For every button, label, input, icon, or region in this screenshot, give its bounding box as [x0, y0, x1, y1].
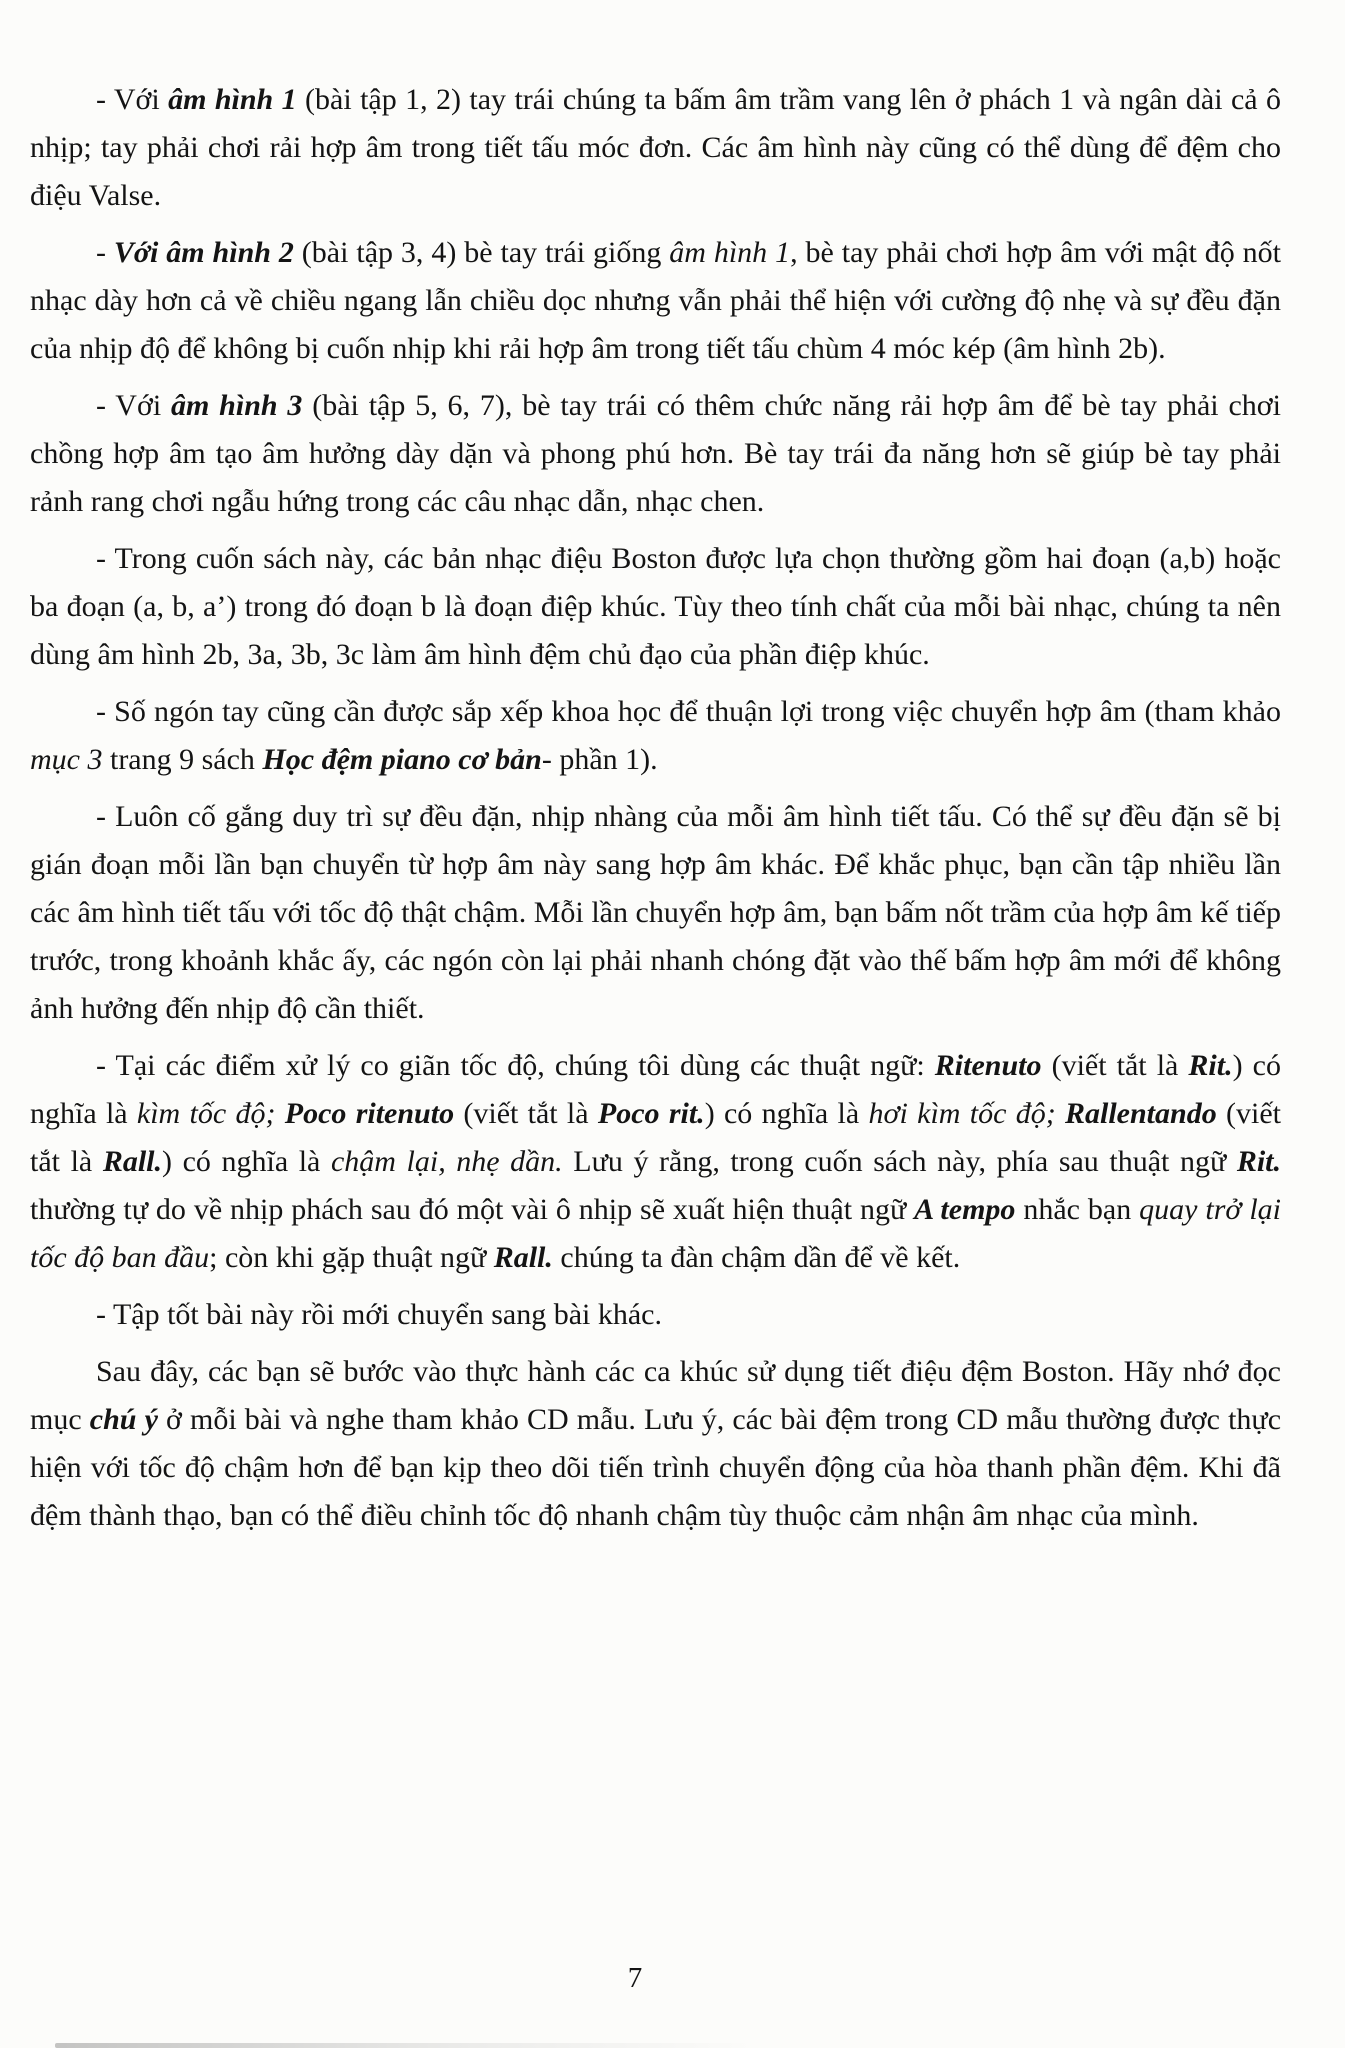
- text-run: (bài tập 3, 4) bè tay trái giống: [293, 236, 670, 269]
- paragraph: [30, 1348, 1281, 1540]
- text-run: hơi kìm tốc độ;: [868, 1097, 1065, 1130]
- text-run: Sau đây, các bạn sẽ bước vào thực hành các ca khúc sử dụng tiết điệu đệm Boston. Hãy nhớ đọc mục: [30, 1355, 1281, 1436]
- text-run: âm hình 1: [168, 83, 297, 116]
- text-run: ) có nghĩa là: [162, 1145, 331, 1178]
- text-run: Rit.: [1188, 1049, 1233, 1082]
- page-number: 7: [627, 1962, 643, 1994]
- text-run: A tempo: [914, 1193, 1016, 1226]
- body-text: [30, 76, 1281, 1540]
- text-run: Poco ritenuto: [284, 1097, 455, 1130]
- text-run: kìm tốc độ;: [136, 1097, 285, 1130]
- text-run: (bài tập 1, 2) tay trái chúng ta bấm âm trầm vang lên ở phách 1 và ngân dài cả ô nhịp; tay phải chơi rải hợp âm trong tiết tấu móc đơn. Các âm hình này cũng có thể dùng để đệm cho điệu Valse.: [30, 83, 1281, 212]
- text-run: Với âm hình 2: [113, 236, 294, 269]
- text-run: (viết tắt là: [454, 1097, 598, 1130]
- paragraph: [30, 793, 1281, 1033]
- text-run: thường tự do về nhịp phách sau đó một vài ô nhịp sẽ xuất hiện thuật ngữ: [30, 1193, 915, 1226]
- text-run: Rit.: [1236, 1145, 1282, 1178]
- text-run: ở mỗi bài và nghe tham khảo CD mẫu. Lưu ý, các bài đệm trong CD mẫu thường được thực hiện với tốc độ chậm hơn để bạn kịp theo dõi tiến trình chuyển động của hòa thanh phần đệm. Khi đã đệm thành thạo, bạn có thể điều chỉnh tốc độ nhanh chậm tùy thuộc cảm nhận âm nhạc của mình.: [30, 1403, 1282, 1532]
- paragraph: [30, 535, 1281, 679]
- text-run: quay trở lại tốc độ ban đầu: [30, 1193, 1281, 1274]
- paragraph: [30, 1042, 1281, 1282]
- text-run: - Luôn cố gắng duy trì sự đều đặn, nhịp nhàng của mỗi âm hình tiết tấu. Có thể sự đều đặn sẽ bị gián đoạn mỗi lần bạn chuyển từ hợp âm này sang hợp âm khác. Để khắc phục, bạn cần tập nhiều lần các âm hình tiết tấu với tốc độ thật chậm. Mỗi lần chuyển hợp âm, bạn bấm nốt trầm của hợp âm kế tiếp trước, trong khoảnh khắc ấy, các ngón còn lại phải nhanh chóng đặt vào thế bấm hợp âm mới để không ảnh hưởng đến nhịp độ cần thiết.: [30, 800, 1281, 1025]
- text-run: Rall.: [102, 1145, 162, 1178]
- text-run: - Số ngón tay cũng cần được sắp xếp khoa học để thuận lợi trong việc chuyển hợp âm (tham khảo: [96, 695, 1281, 728]
- paragraph: [30, 76, 1281, 220]
- text-run: ) có nghĩa là: [704, 1097, 869, 1130]
- text-run: (bài tập 5, 6, 7), bè tay trái có thêm chức năng rải hợp âm để bè tay phải chơi chồng hợp âm tạo âm hưởng dày dặn và phong phú hơn. Bè tay trái đa năng hơn sẽ giúp bè tay phải rảnh rang chơi ngẫu hứng trong các câu nhạc dẫn, nhạc chen.: [30, 389, 1281, 518]
- text-run: chú ý: [89, 1403, 158, 1436]
- text-run: (viết tắt là: [1041, 1049, 1189, 1082]
- text-run: - Với: [96, 83, 169, 116]
- text-run: Ritenuto: [934, 1049, 1042, 1082]
- paragraph: [30, 1291, 1281, 1339]
- text-run: âm hình 3: [171, 389, 303, 422]
- text-run: - phần 1).: [541, 743, 658, 776]
- paragraph: [30, 688, 1281, 784]
- text-run: ) có nghĩa là: [30, 1049, 1281, 1130]
- text-run: chậm lại, nhẹ dần.: [330, 1145, 563, 1178]
- text-run: ; còn khi gặp thuật ngữ: [209, 1241, 494, 1274]
- text-run: - Trong cuốn sách này, các bản nhạc điệu Boston được lựa chọn thường gồm hai đoạn (a,b) hoặc ba đoạn (a, b, a’) trong đó đoạn b là đoạn điệp khúc. Tùy theo tính chất của mỗi bài nhạc, chúng ta nên dùng âm hình 2b, 3a, 3b, 3c làm âm hình đệm chủ đạo của phần điệp khúc.: [30, 542, 1281, 671]
- scan-edge-artifact: [55, 2043, 755, 2048]
- text-run: mục 3: [30, 743, 103, 776]
- text-run: Rall.: [493, 1241, 553, 1274]
- text-run: (viết tắt là: [30, 1097, 1281, 1178]
- text-run: nhắc bạn: [1015, 1193, 1140, 1226]
- text-run: - Với: [96, 389, 171, 422]
- text-run: âm hình 1: [669, 236, 791, 269]
- text-run: chúng ta đàn chậm dần để về kết.: [552, 1241, 961, 1274]
- text-run: trang 9 sách: [102, 743, 263, 776]
- text-run: - Tại các điểm xử lý co giãn tốc độ, chúng tôi dùng các thuật ngữ:: [96, 1049, 935, 1082]
- text-run: - Tập tốt bài này rồi mới chuyển sang bài khác.: [96, 1298, 662, 1331]
- text-run: , bè tay phải chơi hợp âm với mật độ nốt nhạc dày hơn cả về chiều ngang lẫn chiều dọc nhưng vẫn phải thể hiện với cường độ nhẹ và sự đều đặn của nhịp độ để không bị cuốn nhịp khi rải hợp âm trong tiết tấu chùm 4 móc kép (âm hình 2b).: [30, 236, 1282, 365]
- text-run: Học đệm piano cơ bản: [262, 743, 542, 776]
- text-run: Poco rit.: [597, 1097, 705, 1130]
- text-run: -: [96, 236, 114, 269]
- paragraph: [30, 229, 1281, 373]
- paragraph: [30, 382, 1281, 526]
- text-run: Lưu ý rằng, trong cuốn sách này, phía sau thuật ngữ: [562, 1145, 1237, 1178]
- text-run: Rallentando: [1065, 1097, 1217, 1130]
